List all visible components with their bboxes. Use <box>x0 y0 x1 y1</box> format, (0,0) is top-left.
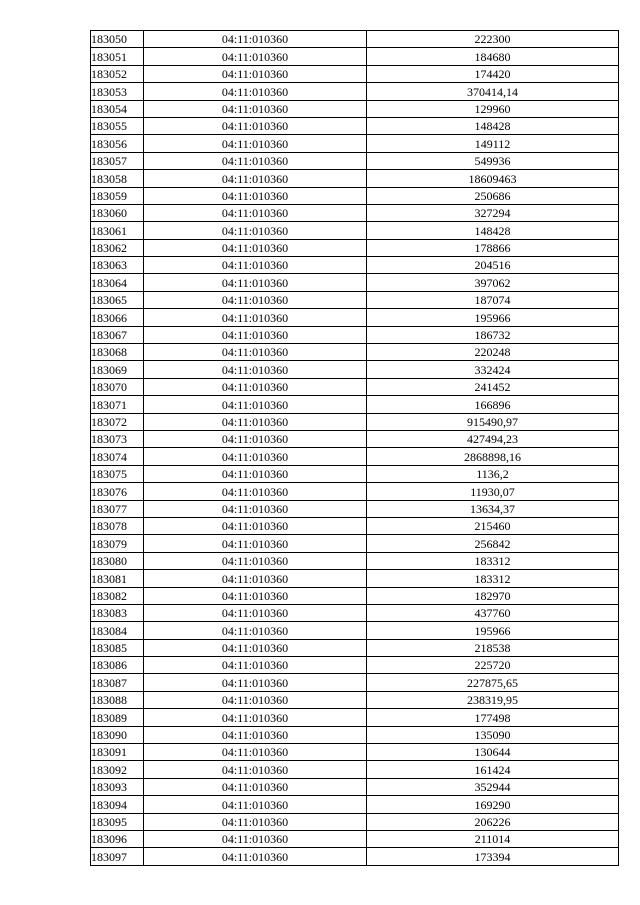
row-id-cell: 183078 <box>91 517 144 534</box>
value-cell: 166896 <box>367 396 619 413</box>
cadastral-number-cell: 04:11:010360 <box>144 778 367 795</box>
value-cell: 238319,95 <box>367 691 619 708</box>
cadastral-number-cell: 04:11:010360 <box>144 396 367 413</box>
table-row <box>91 257 619 274</box>
table-row <box>91 152 619 169</box>
row-id-cell: 183064 <box>91 274 144 291</box>
row-id-cell: 183076 <box>91 483 144 500</box>
cadastral-number-cell: 04:11:010360 <box>144 587 367 604</box>
value-cell: 13634,37 <box>367 500 619 517</box>
cadastral-number-cell: 04:11:010360 <box>144 257 367 274</box>
row-id-cell: 183088 <box>91 691 144 708</box>
value-cell: 184680 <box>367 48 619 65</box>
cadastral-number-cell: 04:11:010360 <box>144 796 367 813</box>
cadastral-number-cell: 04:11:010360 <box>144 744 367 761</box>
row-id-cell: 183051 <box>91 48 144 65</box>
value-cell: 186732 <box>367 326 619 343</box>
row-id-cell: 183054 <box>91 100 144 117</box>
table-row <box>91 813 619 830</box>
table-row <box>91 222 619 239</box>
value-cell: 135090 <box>367 726 619 743</box>
table-row <box>91 413 619 430</box>
table-row <box>91 535 619 552</box>
value-cell: 18609463 <box>367 170 619 187</box>
cadastral-number-cell: 04:11:010360 <box>144 31 367 48</box>
cadastral-number-cell: 04:11:010360 <box>144 222 367 239</box>
table-row <box>91 465 619 482</box>
table-row <box>91 796 619 813</box>
table-row <box>91 326 619 343</box>
value-cell: 352944 <box>367 778 619 795</box>
table-row <box>91 587 619 604</box>
table-row <box>91 761 619 778</box>
table-row <box>91 187 619 204</box>
value-cell: 182970 <box>367 587 619 604</box>
row-id-cell: 183056 <box>91 135 144 152</box>
cadastral-number-cell: 04:11:010360 <box>144 135 367 152</box>
table-row <box>91 674 619 691</box>
cadastral-number-cell: 04:11:010360 <box>144 83 367 100</box>
row-id-cell: 183058 <box>91 170 144 187</box>
table-row <box>91 517 619 534</box>
row-id-cell: 183072 <box>91 413 144 430</box>
cadastral-number-cell: 04:11:010360 <box>144 813 367 830</box>
cadastral-number-cell: 04:11:010360 <box>144 622 367 639</box>
row-id-cell: 183063 <box>91 257 144 274</box>
value-cell: 225720 <box>367 657 619 674</box>
table-row <box>91 117 619 134</box>
cadastral-number-cell: 04:11:010360 <box>144 761 367 778</box>
cadastral-number-cell: 04:11:010360 <box>144 291 367 308</box>
row-id-cell: 183093 <box>91 778 144 795</box>
value-cell: 215460 <box>367 517 619 534</box>
cadastral-number-cell: 04:11:010360 <box>144 848 367 865</box>
value-cell: 148428 <box>367 222 619 239</box>
value-cell: 549936 <box>367 152 619 169</box>
cadastral-number-cell: 04:11:010360 <box>144 604 367 621</box>
row-id-cell: 183068 <box>91 344 144 361</box>
cadastral-number-cell: 04:11:010360 <box>144 657 367 674</box>
table-row <box>91 430 619 447</box>
cadastral-number-cell: 04:11:010360 <box>144 65 367 82</box>
table-row <box>91 378 619 395</box>
value-cell: 183312 <box>367 552 619 569</box>
table-row <box>91 396 619 413</box>
row-id-cell: 183084 <box>91 622 144 639</box>
row-id-cell: 183087 <box>91 674 144 691</box>
cadastral-number-cell: 04:11:010360 <box>144 483 367 500</box>
value-cell: 1136,2 <box>367 465 619 482</box>
value-cell: 2868898,16 <box>367 448 619 465</box>
cadastral-number-cell: 04:11:010360 <box>144 309 367 326</box>
value-cell: 220248 <box>367 344 619 361</box>
row-id-cell: 183085 <box>91 639 144 656</box>
table-row <box>91 500 619 517</box>
row-id-cell: 183097 <box>91 848 144 865</box>
row-id-cell: 183090 <box>91 726 144 743</box>
cadastral-number-cell: 04:11:010360 <box>144 274 367 291</box>
value-cell: 169290 <box>367 796 619 813</box>
cadastral-number-cell: 04:11:010360 <box>144 239 367 256</box>
row-id-cell: 183050 <box>91 31 144 48</box>
row-id-cell: 183060 <box>91 204 144 221</box>
row-id-cell: 183091 <box>91 744 144 761</box>
value-cell: 161424 <box>367 761 619 778</box>
table-row <box>91 657 619 674</box>
value-cell: 227875,65 <box>367 674 619 691</box>
table-row <box>91 65 619 82</box>
cadastral-number-cell: 04:11:010360 <box>144 48 367 65</box>
table-row <box>91 726 619 743</box>
cadastral-number-cell: 04:11:010360 <box>144 187 367 204</box>
table-row <box>91 48 619 65</box>
table-row <box>91 274 619 291</box>
value-cell: 178866 <box>367 239 619 256</box>
row-id-cell: 183074 <box>91 448 144 465</box>
value-cell: 427494,23 <box>367 430 619 447</box>
table-row <box>91 604 619 621</box>
table-row <box>91 31 619 48</box>
table-row <box>91 483 619 500</box>
table-row <box>91 448 619 465</box>
table-row <box>91 361 619 378</box>
table-row <box>91 135 619 152</box>
table-row <box>91 552 619 569</box>
value-cell: 11930,07 <box>367 483 619 500</box>
value-cell: 397062 <box>367 274 619 291</box>
value-cell: 187074 <box>367 291 619 308</box>
table-row <box>91 709 619 726</box>
row-id-cell: 183092 <box>91 761 144 778</box>
row-id-cell: 183077 <box>91 500 144 517</box>
value-cell: 183312 <box>367 570 619 587</box>
value-cell: 204516 <box>367 257 619 274</box>
value-cell: 211014 <box>367 830 619 847</box>
cadastral-number-cell: 04:11:010360 <box>144 726 367 743</box>
table-row <box>91 344 619 361</box>
value-cell: 332424 <box>367 361 619 378</box>
row-id-cell: 183052 <box>91 65 144 82</box>
table-row <box>91 830 619 847</box>
cadastral-number-cell: 04:11:010360 <box>144 326 367 343</box>
row-id-cell: 183081 <box>91 570 144 587</box>
row-id-cell: 183061 <box>91 222 144 239</box>
row-id-cell: 183053 <box>91 83 144 100</box>
cadastral-number-cell: 04:11:010360 <box>144 100 367 117</box>
cadastral-number-cell: 04:11:010360 <box>144 170 367 187</box>
row-id-cell: 183075 <box>91 465 144 482</box>
cadastral-number-cell: 04:11:010360 <box>144 430 367 447</box>
table-row <box>91 204 619 221</box>
table-row <box>91 778 619 795</box>
row-id-cell: 183073 <box>91 430 144 447</box>
value-cell: 222300 <box>367 31 619 48</box>
cadastral-number-cell: 04:11:010360 <box>144 465 367 482</box>
row-id-cell: 183096 <box>91 830 144 847</box>
value-cell: 327294 <box>367 204 619 221</box>
row-id-cell: 183086 <box>91 657 144 674</box>
cadastral-number-cell: 04:11:010360 <box>144 674 367 691</box>
cadastral-number-cell: 04:11:010360 <box>144 117 367 134</box>
table-row <box>91 744 619 761</box>
data-table <box>90 30 619 866</box>
table-row <box>91 100 619 117</box>
value-cell: 206226 <box>367 813 619 830</box>
row-id-cell: 183059 <box>91 187 144 204</box>
table-row <box>91 622 619 639</box>
value-cell: 195966 <box>367 309 619 326</box>
table-row <box>91 291 619 308</box>
row-id-cell: 183067 <box>91 326 144 343</box>
value-cell: 148428 <box>367 117 619 134</box>
row-id-cell: 183095 <box>91 813 144 830</box>
row-id-cell: 183094 <box>91 796 144 813</box>
value-cell: 129960 <box>367 100 619 117</box>
value-cell: 195966 <box>367 622 619 639</box>
cadastral-number-cell: 04:11:010360 <box>144 361 367 378</box>
row-id-cell: 183082 <box>91 587 144 604</box>
row-id-cell: 183055 <box>91 117 144 134</box>
table-row <box>91 83 619 100</box>
table-row <box>91 848 619 865</box>
row-id-cell: 183089 <box>91 709 144 726</box>
value-cell: 173394 <box>367 848 619 865</box>
row-id-cell: 183079 <box>91 535 144 552</box>
table-row <box>91 170 619 187</box>
table-row <box>91 691 619 708</box>
value-cell: 149112 <box>367 135 619 152</box>
cadastral-number-cell: 04:11:010360 <box>144 552 367 569</box>
cadastral-number-cell: 04:11:010360 <box>144 709 367 726</box>
cadastral-number-cell: 04:11:010360 <box>144 691 367 708</box>
cadastral-number-cell: 04:11:010360 <box>144 535 367 552</box>
cadastral-number-cell: 04:11:010360 <box>144 378 367 395</box>
cadastral-number-cell: 04:11:010360 <box>144 448 367 465</box>
row-id-cell: 183069 <box>91 361 144 378</box>
value-cell: 177498 <box>367 709 619 726</box>
row-id-cell: 183071 <box>91 396 144 413</box>
value-cell: 370414,14 <box>367 83 619 100</box>
cadastral-number-cell: 04:11:010360 <box>144 830 367 847</box>
row-id-cell: 183062 <box>91 239 144 256</box>
table-row <box>91 239 619 256</box>
row-id-cell: 183080 <box>91 552 144 569</box>
row-id-cell: 183057 <box>91 152 144 169</box>
cadastral-number-cell: 04:11:010360 <box>144 152 367 169</box>
value-cell: 130644 <box>367 744 619 761</box>
value-cell: 256842 <box>367 535 619 552</box>
row-id-cell: 183070 <box>91 378 144 395</box>
cadastral-number-cell: 04:11:010360 <box>144 413 367 430</box>
table-row <box>91 570 619 587</box>
cadastral-number-cell: 04:11:010360 <box>144 517 367 534</box>
cadastral-number-cell: 04:11:010360 <box>144 639 367 656</box>
value-cell: 218538 <box>367 639 619 656</box>
value-cell: 174420 <box>367 65 619 82</box>
table-body <box>91 31 619 866</box>
cadastral-number-cell: 04:11:010360 <box>144 570 367 587</box>
row-id-cell: 183065 <box>91 291 144 308</box>
cadastral-number-cell: 04:11:010360 <box>144 344 367 361</box>
value-cell: 915490,97 <box>367 413 619 430</box>
table-row <box>91 639 619 656</box>
value-cell: 250686 <box>367 187 619 204</box>
table-row <box>91 309 619 326</box>
value-cell: 241452 <box>367 378 619 395</box>
cadastral-number-cell: 04:11:010360 <box>144 204 367 221</box>
cadastral-number-cell: 04:11:010360 <box>144 500 367 517</box>
value-cell: 437760 <box>367 604 619 621</box>
row-id-cell: 183083 <box>91 604 144 621</box>
row-id-cell: 183066 <box>91 309 144 326</box>
